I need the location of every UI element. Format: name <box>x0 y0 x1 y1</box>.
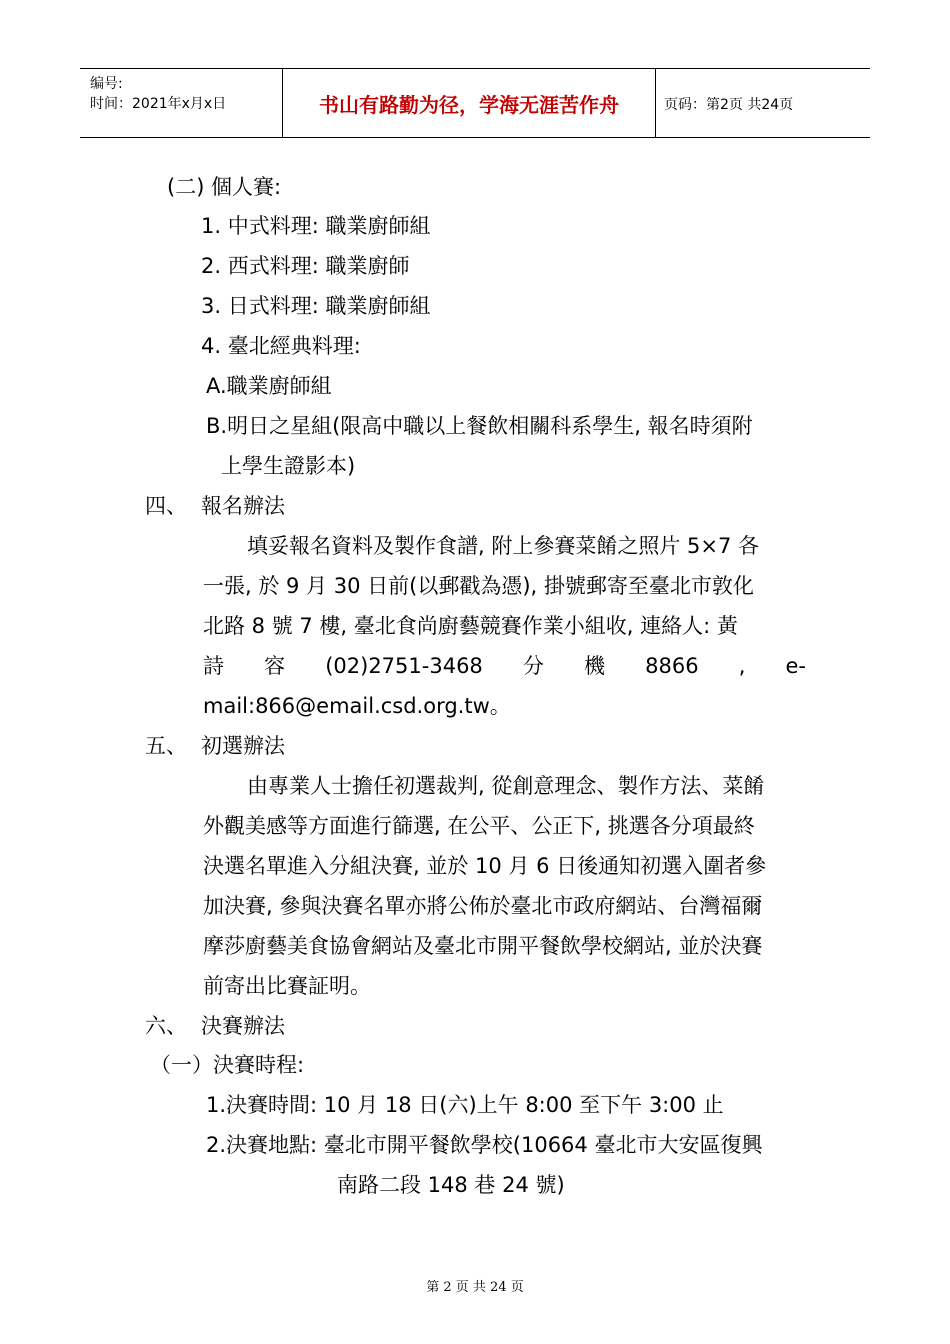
section-number: 四、 <box>145 494 187 518</box>
section-heading: 報名辦法 <box>201 494 285 518</box>
document-time-label: 时间：2021年x月x日 <box>90 96 227 112</box>
header-motto-cell <box>283 69 656 137</box>
paragraph-line: 一張, 於 9 月 30 日前(以郵戳為憑), 掛號郵寄至臺北市敦化 <box>203 574 754 598</box>
header-page-info: 页码：第2页 共24页 <box>664 97 794 113</box>
section-number: 六、 <box>145 1014 187 1038</box>
page-header <box>80 68 870 138</box>
list-item: 2.決賽地點: 臺北市開平餐飲學校(10664 臺北市大安區復興 <box>206 1133 763 1157</box>
paragraph-line: 前寄出比賽証明。 <box>203 974 371 998</box>
list-item: 4. 臺北經典料理: <box>201 334 361 358</box>
email-line: mail:866@email.csd.org.tw。 <box>203 694 511 718</box>
header-meta-cell <box>80 69 283 137</box>
list-sub-item-continued: 上學生證影本) <box>221 454 356 478</box>
list-sub-item: A.職業廚師組 <box>206 374 332 398</box>
contact-token: 詩 <box>203 654 224 678</box>
section-heading: 初選辦法 <box>201 734 285 758</box>
list-sub-item: B.明日之星組(限高中職以上餐飲相關科系學生, 報名時須附 <box>206 414 753 438</box>
contact-token: e- <box>785 654 806 678</box>
paragraph-line: 由專業人士擔任初選裁判, 從創意理念、製作方法、菜餚 <box>247 774 765 798</box>
page-footer: 第 2 页 共 24 页 <box>426 1280 524 1295</box>
contact-token: 機 <box>584 654 606 678</box>
section-number: 五、 <box>145 734 187 758</box>
contact-token: , <box>738 654 746 678</box>
paragraph-line: 填妥報名資料及製作食譜, 附上參賽菜餚之照片 5×7 各 <box>247 534 760 558</box>
contact-token: 8866 <box>645 654 699 678</box>
list-item: 3. 日式料理: 職業廚師組 <box>201 294 431 318</box>
section-individual-heading: (二) 個人賽: <box>167 175 282 199</box>
header-page-cell <box>656 69 870 137</box>
contact-token: 分 <box>522 654 544 678</box>
contact-token: (02)2751-3468 <box>325 654 483 678</box>
list-item: 1. 中式料理: 職業廚師組 <box>201 214 431 238</box>
document-number-label: 编号: <box>90 76 123 92</box>
subsection-heading: （一）決賽時程: <box>150 1053 305 1077</box>
paragraph-line: 北路 8 號 7 樓, 臺北食尚廚藝競賽作業小組收, 連絡人: 黃 <box>203 614 738 638</box>
header-motto: 书山有路勤为径，学海无涯苦作舟 <box>319 93 619 117</box>
list-item-continued: 南路二段 148 巷 24 號) <box>337 1173 565 1197</box>
contact-token: 容 <box>264 654 286 678</box>
paragraph-line: 外觀美感等方面進行篩選, 在公平、公正下, 挑選各分項最終 <box>203 814 755 838</box>
list-item: 2. 西式料理: 職業廚師 <box>201 254 410 278</box>
section-heading: 決賽辦法 <box>201 1014 285 1038</box>
list-item: 1.決賽時間: 10 月 18 日(六)上午 8:00 至下午 3:00 止 <box>206 1093 724 1117</box>
contact-line <box>203 651 806 681</box>
paragraph-line: 決選名單進入分組決賽, 並於 10 月 6 日後通知初選入圍者參 <box>203 854 767 878</box>
paragraph-line: 加決賽, 參與決賽名單亦將公佈於臺北市政府網站、台灣福爾 <box>203 894 763 918</box>
paragraph-line: 摩莎廚藝美食協會網站及臺北市開平餐飲學校網站, 並於決賽 <box>203 934 763 958</box>
